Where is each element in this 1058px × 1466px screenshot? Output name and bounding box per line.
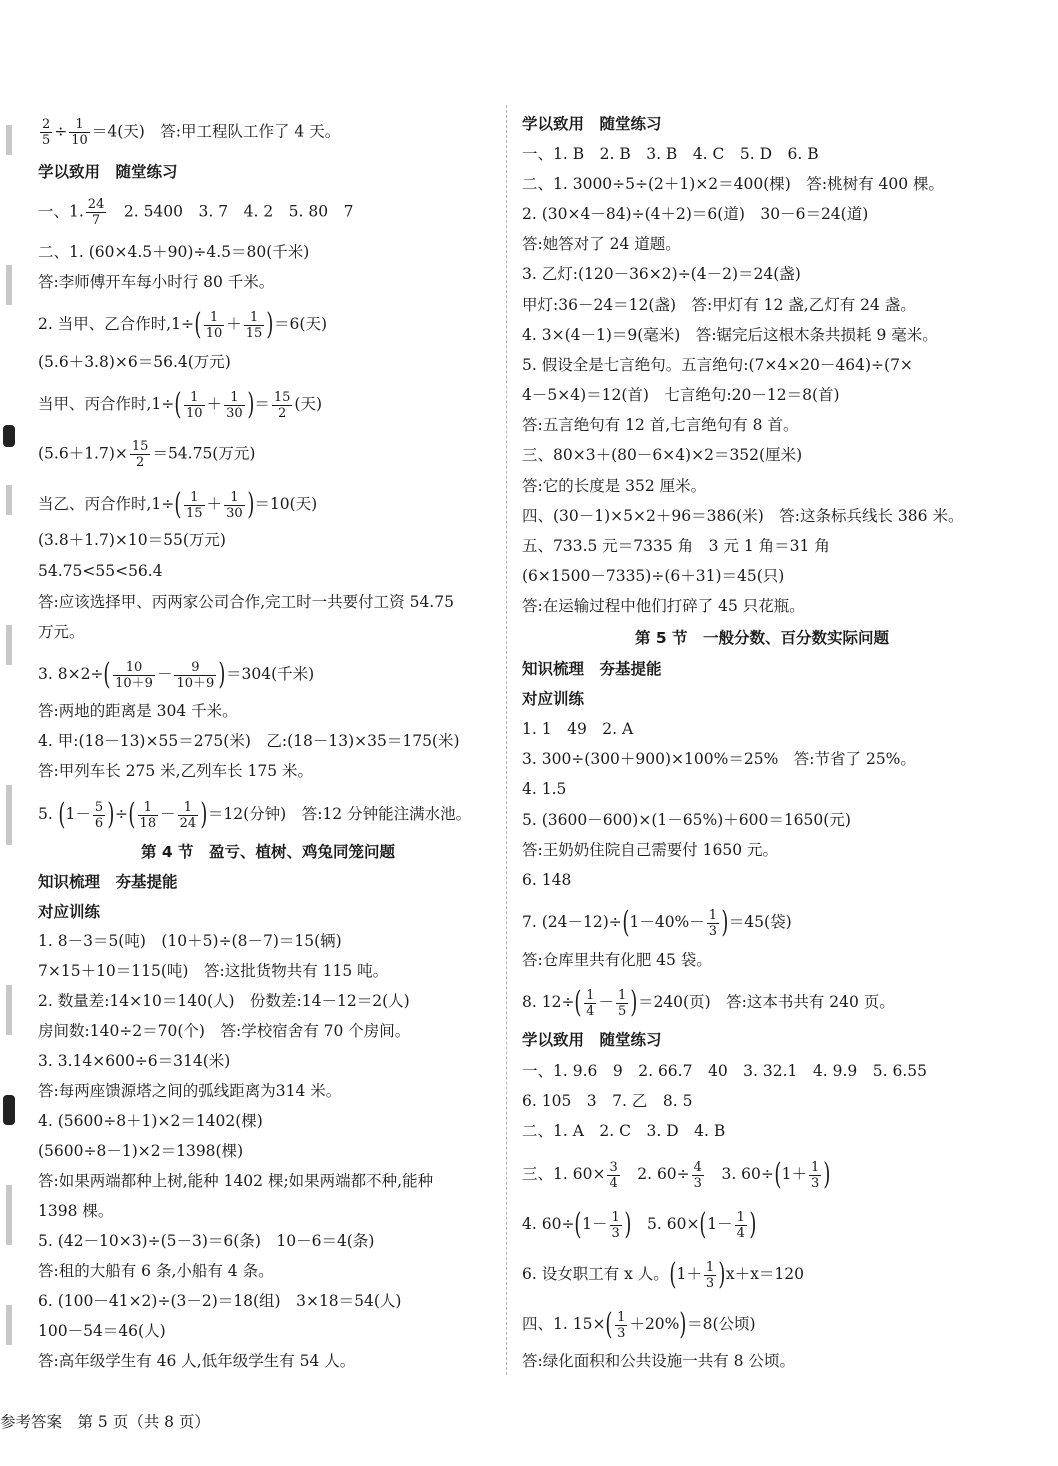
answer-line: 1398 棵。 [38,1202,114,1220]
answer-line: 4. 甲:(18－13)×55＝275(米) 乙:(18－13)×35＝175(米) [38,732,460,750]
answer-line: 5. (1－ $\frac{5}{6}$ )÷( $\frac{1}{18}$ － $\frac{1}{24}$ )＝12(分钟) 答:12 分钟能注满水池。 [38,797,472,832]
answer-line: (5600÷8－1)×2＝1398(棵) [38,1142,244,1160]
answer-line: 房间数:140÷2＝70(个) 答:学校宿舍有 70 个房间。 [38,1022,411,1040]
answer-line: 答:它的长度是 352 厘米。 [522,477,707,495]
answer-line: 四、1. 15×( $\frac{1}{3}$ ＋20%)＝8(公顷) [522,1307,756,1342]
fraction: $\frac{1}{3}$ [705,1259,715,1291]
fraction: $\frac{24}{7}$ [87,197,105,228]
fraction: $\frac{15}{2}$ [131,439,149,470]
answer-line: $\frac{2}{5}$ ÷ $\frac{1}{10}$ ＝4(天) 答:甲工程队工作了 4 天。 [42,117,341,148]
answer-line: 答:在运输过程中他们打碎了 45 只花瓶。 [522,597,805,615]
answer-line: 6. 148 [522,871,572,889]
answer-line: 答:如果两端都种上树,能种 1402 棵;如果两端都不种,能种 [38,1172,434,1190]
answer-line: 3. 3.14×600÷6＝314(米) [38,1052,231,1070]
answer-line: 答:高年级学生有 46 人,低年级学生有 54 人。 [38,1352,356,1370]
answer-line: 答:五言绝句有 12 首,七言绝句有 8 首。 [522,416,799,434]
fraction: $\frac{1}{10}$ [186,389,203,421]
fraction: $\frac{1}{3}$ [611,1209,620,1241]
answer-line: 四、(30－1)×5×2＋96＝386(米) 答:这条标兵线长 386 米。 [522,507,964,525]
fraction: $\frac{1}{30}$ [226,489,243,521]
answer-line: 4. 3×(4－1)＝9(毫米) 答:锯完后这根木条共损耗 9 毫米。 [522,326,938,344]
answer-line: 当甲、丙合作时,1÷( $\frac{1}{10}$ ＋ $\frac{1}{30}$ )＝ $\frac{15}{2}$ (天) [38,387,322,422]
answer-line: 一、1. B 2. B 3. B 4. C 5. D 6. B [522,145,819,163]
answer-line: 4－5×4)＝12(首) 七言绝句:20－12＝8(首) [522,386,840,404]
fraction: $\frac{1}{10}$ [71,117,88,148]
page-footer: 参考答案 第 5 页（共 8 页） [0,1413,210,1431]
answer-line: 2. (30×4－84)÷(4＋2)＝6(道) 30－6＝24(道) [522,205,869,223]
answer-line: (5.6＋1.7)× $\frac{15}{2}$ ＝54.75(万元) [38,439,256,470]
answer-line: 答:甲列车长 275 米,乙列车长 175 米。 [38,762,314,780]
answer-line: 8. 12÷( $\frac{1}{4}$ － $\frac{1}{5}$ )＝240(页) 答:这本书共有 240 页。 [522,985,895,1020]
answer-line: 5. (42－10×3)÷(5－3)＝6(条) 10－6＝4(条) [38,1232,375,1250]
answer-line: 答:两地的距离是 304 千米。 [38,702,238,720]
answer-line: (6×1500－7335)÷(6＋31)＝45(只) [522,567,785,585]
answer-line: 三、1. 60× $\frac{3}{4}$ 2. 60÷ $\frac{4}{3}$ 3. 60÷(1＋ $\frac{1}{3}$ ) [522,1157,831,1192]
fraction: $\frac{10}{10+9}$ [115,659,153,691]
answer-line: 3. 8×2÷( $\frac{10}{10+9}$ － $\frac{9}{10+9}$ )＝304(千米) [38,657,315,692]
answer-line: 答:王奶奶住院自己需要付 1650 元。 [522,841,779,859]
answer-line: 5. (3600－600)×(1－65%)＋600＝1650(元) [522,811,851,829]
answer-line: 一、1. 9.6 9 2. 66.7 40 3. 32.1 4. 9.9 5. 6.55 [522,1062,927,1080]
answer-line: 五、733.5 元＝7335 角 3 元 1 角＝31 角 [522,537,830,555]
answer-line: 2. 数量差:14×10＝140(人) 份数差:14－12＝2(人) [38,992,410,1010]
section-subheading: 对应训练 [522,690,585,708]
answer-line: 5. 假设全是七言绝句。五言绝句:(7×4×20－464)÷(7× [522,356,913,374]
section-subheading: 对应训练 [38,903,101,921]
fraction: $\frac{1}{10}$ [205,309,223,341]
answer-line: 100－54＝46(人) [38,1322,166,1340]
answer-line: 二、1. (60×4.5＋90)÷4.5＝80(千米) [38,243,310,261]
fraction: $\frac{1}{15}$ [186,489,203,521]
answer-line: 答:每两座馈源塔之间的弧线距离为314 米。 [38,1082,342,1100]
fraction: $\frac{1}{4}$ [736,1209,745,1241]
answer-line: 1. 1 49 2. A [522,720,634,738]
answer-line: 答:租的大船有 6 条,小船有 4 条。 [38,1262,274,1280]
answer-line: (5.6＋3.8)×6＝56.4(万元) [38,353,231,371]
answer-line: 答:仓库里共有化肥 45 袋。 [522,951,712,969]
section-heading: 第 5 节 一般分数、百分数实际问题 [634,629,890,647]
answer-line: 2. 当甲、乙合作时,1÷( $\frac{1}{10}$ ＋ $\frac{1}{15}$ )＝6(天) [38,307,328,342]
section-subheading: 学以致用 随堂练习 [522,1031,662,1049]
answer-line: 二、1. 3000÷5÷(2＋1)×2＝400(棵) 答:桃树有 400 棵。 [522,175,945,193]
fraction: $\frac{1}{18}$ [139,799,157,831]
fraction: $\frac{1}{3}$ [617,1309,626,1341]
answer-line: 答:绿化面积和公共设施一共有 8 公顷。 [522,1352,795,1370]
answer-line: 答:应该选择甲、丙两家公司合作,完工时一共要付工资 54.75 [38,593,454,611]
fraction: $\frac{2}{5}$ [42,117,51,148]
fraction: $\frac{1}{15}$ [245,309,263,341]
answer-line: 6. 设女职工有 x 人。(1＋ $\frac{1}{3}$ )x＋x＝120 [522,1257,804,1292]
answer-line: 3. 乙灯:(120－36×2)÷(4－2)＝24(盏) [522,265,801,283]
answer-line: 6. (100－41×2)÷(3－2)＝18(组) 3×18＝54(人) [38,1292,402,1310]
fraction: $\frac{9}{10+9}$ [176,659,215,691]
fraction: $\frac{1}{3}$ [811,1159,820,1191]
answer-line: 3. 300÷(300＋900)×100%＝25% 答:节省了 25%。 [522,750,916,768]
section-subheading: 学以致用 随堂练习 [38,163,178,181]
column-divider [506,105,507,1375]
fraction: $\frac{4}{3}$ [693,1159,702,1191]
fraction: $\frac{3}{4}$ [609,1159,618,1191]
answer-line: 7. (24－12)÷(1－40%－ $\frac{1}{3}$ )＝45(袋) [522,905,792,940]
fraction: $\frac{1}{5}$ [617,987,627,1019]
answer-line: (3.8＋1.7)×10＝55(万元) [38,531,226,549]
fraction: $\frac{1}{24}$ [179,799,197,831]
section-heading: 第 4 节 盈亏、植树、鸡兔同笼问题 [140,843,396,861]
answer-line: 1. 8－3＝5(吨) (10＋5)÷(8－7)＝15(辆) [38,932,342,950]
fraction: $\frac{1}{4}$ [586,987,595,1019]
page-binding-edge [0,105,22,1375]
answer-line: 万元。 [38,623,85,641]
answer-line: 4. (5600÷8＋1)×2＝1402(棵) [38,1112,263,1130]
fraction: $\frac{1}{30}$ [226,389,243,421]
section-subheading: 知识梳理 夯基提能 [522,660,662,678]
answer-line: 6. 105 3 7. 乙 8. 5 [522,1092,693,1110]
answer-line: 7×15＋10＝115(吨) 答:这批货物共有 115 吨。 [38,962,389,980]
answer-line: 当乙、丙合作时,1÷( $\frac{1}{15}$ ＋ $\frac{1}{30}$ )＝10(天) [38,487,318,522]
answer-line: 4. 1.5 [522,780,567,798]
answer-line: 54.75<55<56.4 [38,562,163,580]
answer-line: 答:李师傅开车每小时行 80 千米。 [38,273,275,291]
answer-line: 一、1. $\frac{24}{7}$ 2. 5400 3. 7 4. 2 5. 80 7 [38,197,354,228]
fraction: $\frac{1}{3}$ [708,907,718,939]
answer-line: 甲灯:36－24＝12(盏) 答:甲灯有 12 盏,乙灯有 24 盏。 [522,296,916,314]
answer-line: 4. 60÷(1－ $\frac{1}{3}$ ) 5. 60×(1－ $\frac{1}{4}$ ) [522,1207,757,1242]
fraction: $\frac{15}{2}$ [273,389,291,421]
answer-line: 三、80×3＋(80－6×4)×2＝352(厘米) [522,446,803,464]
answer-line: 二、1. A 2. C 3. D 4. B [522,1122,726,1140]
section-subheading: 知识梳理 夯基提能 [38,873,178,891]
fraction: $\frac{5}{6}$ [94,799,104,831]
section-subheading: 学以致用 随堂练习 [522,115,662,133]
answer-line: 答:她答对了 24 道题。 [522,235,681,253]
